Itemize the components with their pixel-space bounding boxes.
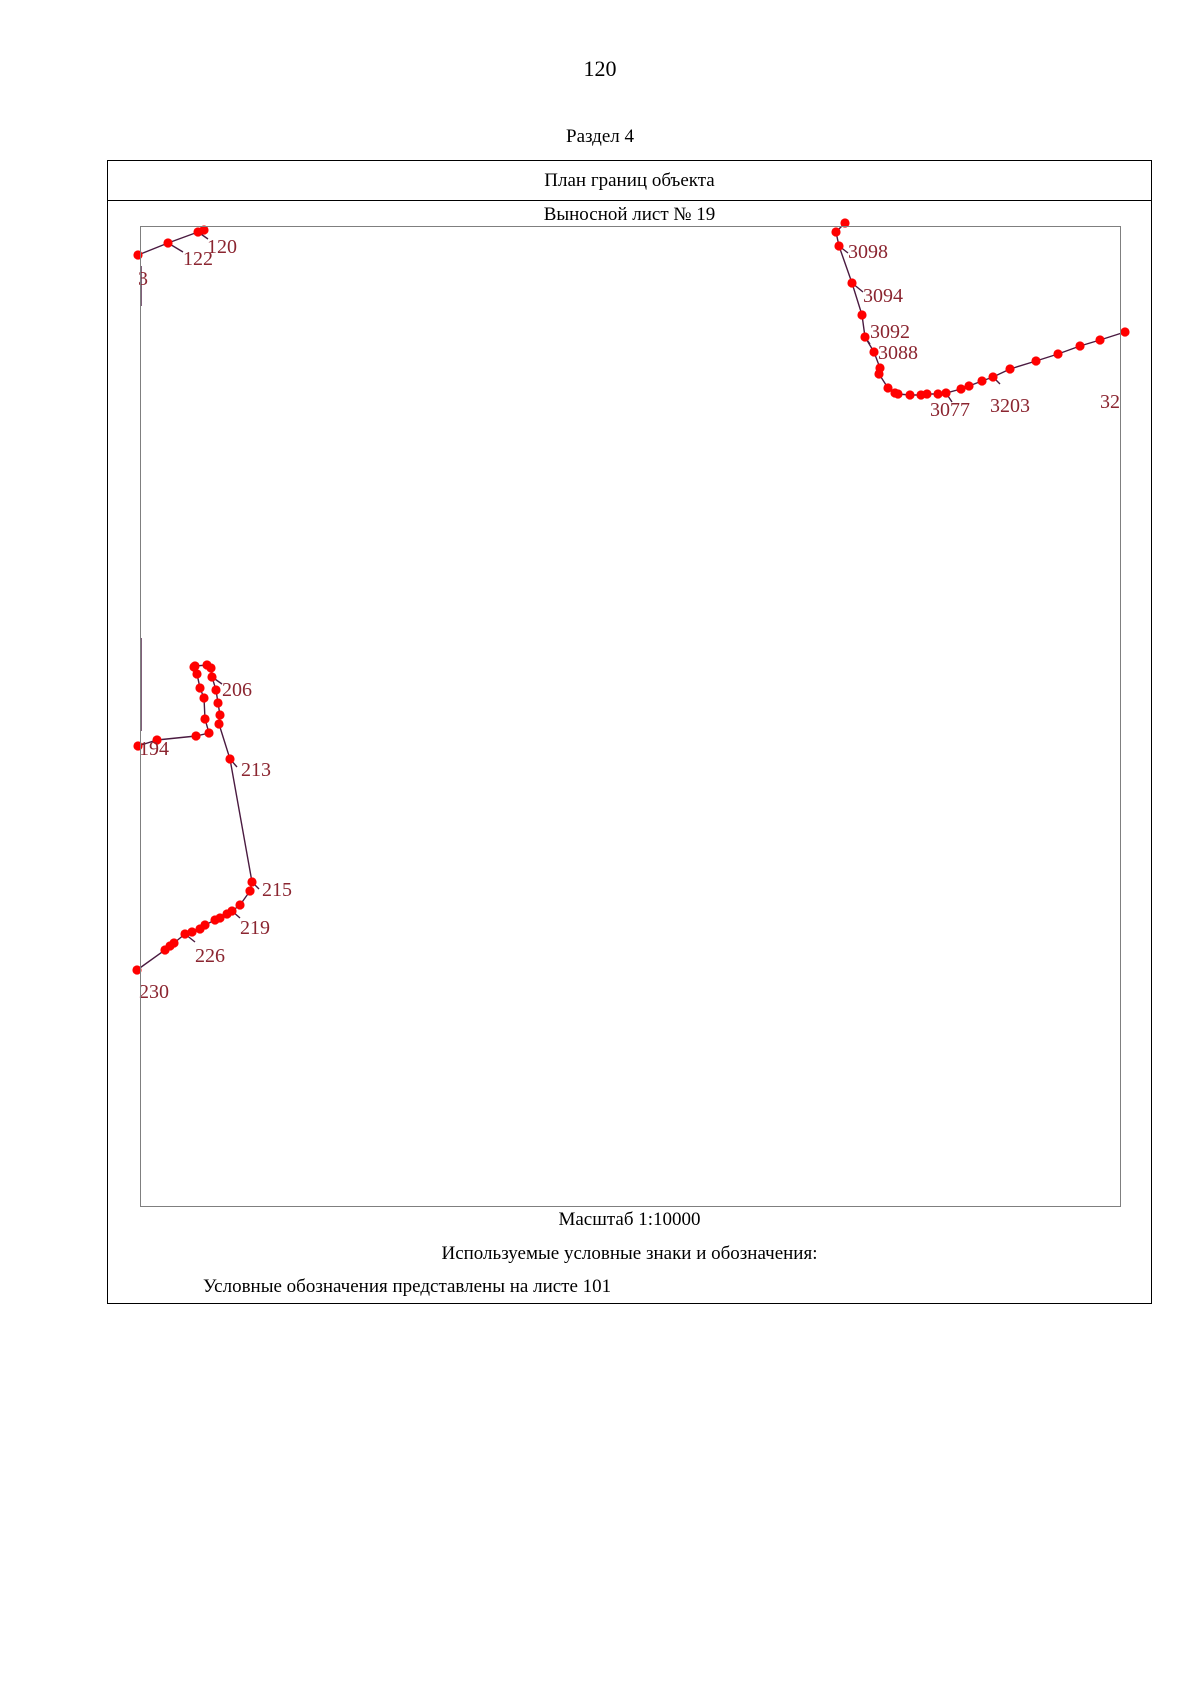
point-labels [138,236,1120,1003]
legend-heading: Используемые условные знаки и обозначения: [441,1243,818,1264]
boundary-point [1075,341,1084,350]
boundary-point [133,250,142,259]
boundary-point [956,384,965,393]
point-label: 215 [262,879,292,901]
boundary-point [857,310,866,319]
point-label: 3092 [870,321,910,343]
boundary-point [215,710,224,719]
boundary-point [1095,335,1104,344]
point-label: 3094 [863,285,903,307]
plan-header-text: План границ объекта [544,169,715,191]
boundary-point [840,218,849,227]
map-scale: Масштаб 1:10000 [558,1209,701,1230]
section-title: Раздел 4 [566,126,634,147]
boundary-point [235,900,244,909]
boundary-point [874,369,883,378]
boundary-point [225,754,234,763]
boundary-point [214,719,223,728]
point-label: 32 [1100,391,1120,413]
point-label: 120 [207,236,237,258]
point-label: 194 [139,738,169,760]
boundary-point [905,390,914,399]
boundary-point [160,945,169,954]
boundary-point [210,915,219,924]
page-number: 120 [583,56,617,81]
plan-header [108,161,1151,201]
boundary-point [1053,349,1062,358]
boundary-plan-frame [107,160,1152,1304]
boundary-points [132,218,1129,974]
point-label: 3 [138,268,148,290]
boundary-point [163,238,172,247]
point-label: 3203 [990,395,1030,417]
point-label: 122 [183,248,213,270]
point-label: 226 [195,945,225,967]
boundary-point [964,381,973,390]
sheet-title: Выносной лист № 19 [543,204,716,225]
point-label: 3098 [848,241,888,263]
boundary-point [834,241,843,250]
boundary-point [1120,327,1129,336]
boundary-point [200,714,209,723]
point-label: 3077 [930,399,970,421]
boundary-point [206,663,215,672]
map-canvas [140,226,1121,1207]
boundary-line-lower-left [137,665,252,970]
boundary-point [893,389,902,398]
point-label: 219 [240,917,270,939]
boundary-point [180,929,189,938]
boundary-point [191,731,200,740]
boundary-point [207,672,216,681]
boundary-point [245,886,254,895]
legend-note: Условные обозначения представлены на листе 101 [203,1276,612,1297]
boundary-point [190,661,199,670]
boundary-point [933,389,942,398]
boundary-point [922,389,931,398]
point-label: 206 [222,679,252,701]
boundary-point [988,372,997,381]
boundary-point [831,227,840,236]
boundary-point [132,965,141,974]
boundary-point [204,728,213,737]
boundary-point [195,924,204,933]
point-label: 230 [139,981,169,1003]
boundary-point [199,693,208,702]
point-label: 3088 [878,342,918,364]
boundary-point [860,332,869,341]
boundary-point [199,225,208,234]
boundary-point [1005,364,1014,373]
point-label: 213 [241,759,271,781]
boundary-lines [137,223,1125,970]
boundary-point [195,683,204,692]
boundary-map [140,226,1121,1207]
boundary-point [977,376,986,385]
boundary-point [847,278,856,287]
boundary-point [211,685,220,694]
boundary-point [247,877,256,886]
boundary-point [1031,356,1040,365]
boundary-point [941,388,950,397]
